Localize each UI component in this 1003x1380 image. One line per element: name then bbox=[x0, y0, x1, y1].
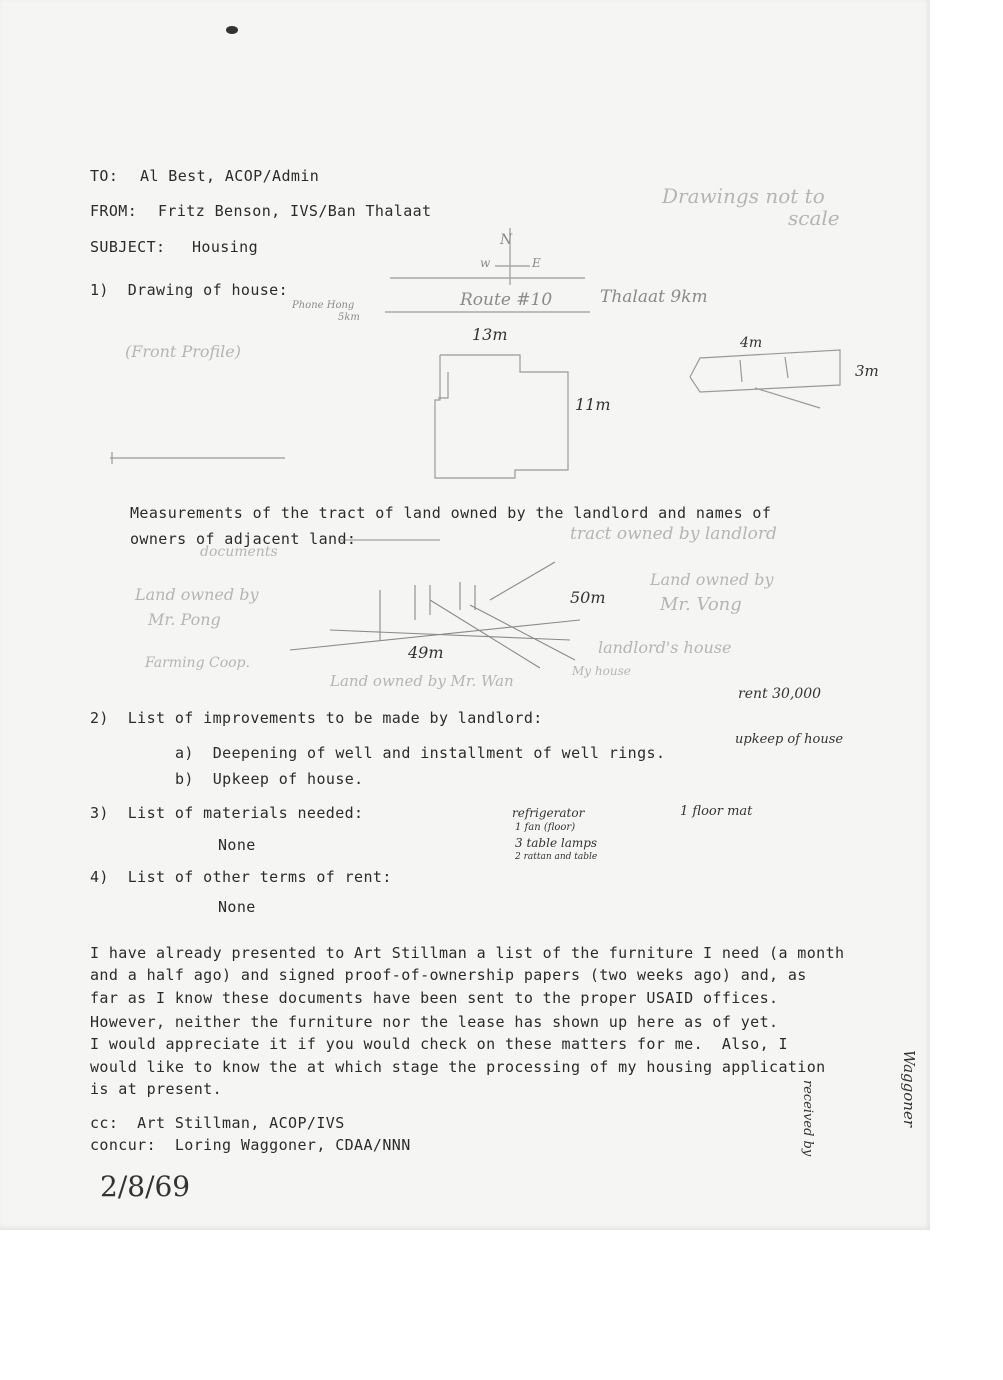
measurements-line-2: owners of adjacent land: bbox=[130, 530, 357, 548]
land-vong-2: Mr. Vong bbox=[660, 594, 742, 615]
subject-value: Housing bbox=[192, 238, 259, 256]
farming-coop-note: Farming Coop. bbox=[145, 655, 250, 671]
roof-4m: 4m bbox=[740, 335, 763, 351]
item-3: 3) List of materials needed: bbox=[90, 804, 364, 822]
left-distance: 5km bbox=[338, 312, 360, 323]
compass-north: N bbox=[500, 232, 513, 248]
my-house-note: My house bbox=[572, 664, 631, 678]
front-profile: (Front Profile) bbox=[125, 342, 241, 361]
body-line-2: and a half ago) and signed proof-of-ownership papers (two weeks ago) and, as bbox=[90, 966, 807, 984]
land-vong-1: Land owned by bbox=[650, 570, 774, 589]
from-value: Fritz Benson, IVS/Ban Thalaat bbox=[158, 202, 432, 220]
land-pong-2: Mr. Pong bbox=[148, 610, 221, 629]
concur-line: concur: Loring Waggoner, CDAA/NNN bbox=[90, 1136, 411, 1154]
land-pong-1: Land owned by bbox=[135, 585, 259, 604]
body-line-7: is at present. bbox=[90, 1080, 223, 1098]
tract-owned-note: tract owned by landlord bbox=[570, 524, 777, 544]
documents-note: documents bbox=[200, 544, 278, 560]
compass-east: E bbox=[532, 256, 541, 270]
left-destination: Phone Hong bbox=[292, 300, 355, 311]
margin-note-received: received by bbox=[800, 1080, 815, 1157]
body-line-1: I have already presented to Art Stillman a list of the furniture I need (a month bbox=[90, 944, 845, 962]
handwritten-date: 2/8/69 bbox=[100, 1170, 191, 1203]
body-line-3: far as I know these documents have been sent to the proper USAID offices. bbox=[90, 989, 779, 1007]
roof-3m: 3m bbox=[855, 362, 879, 380]
floor-mat-note: 1 floor mat bbox=[680, 804, 753, 819]
subject-label: SUBJECT: bbox=[90, 238, 166, 256]
distance-50m: 50m bbox=[570, 588, 606, 607]
drawings-note: Drawings not to bbox=[662, 184, 825, 208]
body-line-4: However, neither the furniture nor the lease has shown up here as of yet. bbox=[90, 1013, 779, 1031]
fan-note: 1 fan (floor) bbox=[515, 822, 576, 833]
drawings-note-scale: scale bbox=[788, 206, 840, 230]
lamps-note: 3 table lamps bbox=[515, 836, 598, 850]
upkeep-note: upkeep of house bbox=[735, 732, 844, 747]
from-label: FROM: bbox=[90, 202, 138, 220]
item-2b: b) Upkeep of house. bbox=[175, 770, 364, 788]
rent-note: rent 30,000 bbox=[738, 686, 822, 702]
land-wan-note: Land owned by Mr. Wan bbox=[330, 672, 514, 690]
route-label: Route #10 bbox=[460, 290, 553, 310]
landlords-house-note: landlord's house bbox=[598, 638, 732, 657]
item-4: 4) List of other terms of rent: bbox=[90, 868, 392, 886]
to-label: TO: bbox=[90, 167, 119, 185]
width-13m: 13m bbox=[472, 325, 508, 344]
fridge-note: refrigerator bbox=[512, 806, 585, 820]
body-line-6: would like to know the at which stage the processing of my housing application bbox=[90, 1058, 826, 1076]
to-value: Al Best, ACOP/Admin bbox=[140, 167, 320, 185]
item-1: 1) Drawing of house: bbox=[90, 281, 289, 299]
compass-west: w bbox=[480, 256, 491, 270]
item-2a: a) Deepening of well and installment of well rings. bbox=[175, 744, 666, 762]
item-3-value: None bbox=[218, 836, 256, 854]
item-4-value: None bbox=[218, 898, 256, 916]
margin-note-name: Waggoner bbox=[900, 1050, 918, 1127]
height-11m: 11m bbox=[575, 395, 611, 414]
cc-line: cc: Art Stillman, ACOP/IVS bbox=[90, 1114, 345, 1132]
distance-49m: 49m bbox=[408, 643, 444, 662]
right-destination: Thalaat 9km bbox=[600, 287, 708, 307]
measurements-line-1: Measurements of the tract of land owned by the landlord and names of bbox=[130, 504, 772, 522]
body-line-5: I would appreciate it if you would check on these matters for me. Also, I bbox=[90, 1035, 788, 1053]
item-2: 2) List of improvements to be made by landlord: bbox=[90, 709, 543, 727]
rattan-note: 2 rattan and table bbox=[515, 852, 598, 862]
